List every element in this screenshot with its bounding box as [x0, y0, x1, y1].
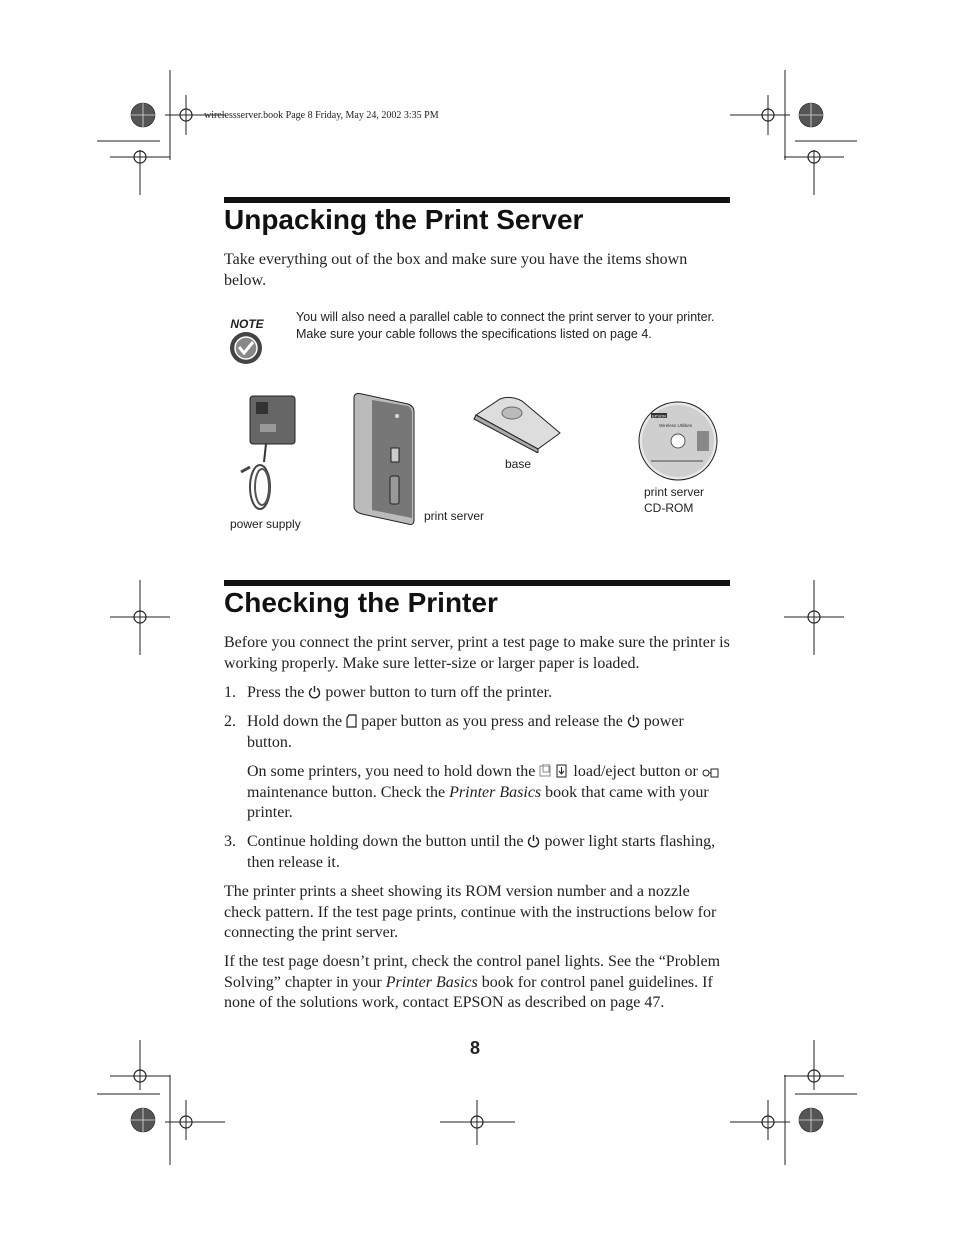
cd-product: Wireless Utilities [659, 423, 693, 428]
unpacking-intro [224, 250, 730, 291]
troubleshoot-part: book for control panel guidelines. If none of the solutions work, contact EPSON as described on page 47. [224, 973, 713, 1011]
troubleshoot-paragraph-text [224, 952, 730, 1014]
section-title-unpacking: Unpacking the Print Server [224, 204, 584, 235]
step-text-part: Press the [247, 684, 305, 701]
power-supply-image [238, 392, 300, 517]
note-badge-label: NOTE [230, 317, 264, 331]
power-icon [308, 685, 321, 699]
checking-intro [224, 633, 730, 674]
step-note-part: book that came with your printer. [247, 783, 709, 821]
result-paragraph [224, 882, 730, 944]
step-text [247, 683, 730, 704]
power-icon [527, 834, 540, 848]
load-eject-icon [539, 764, 569, 778]
caption-base: base [505, 457, 532, 471]
cd-brand: EPSON [652, 413, 667, 419]
header-slug: wirelessserver.book Page 8 Friday, May 24, 2002 3:35 PM [204, 110, 439, 121]
step-text-part: power button to turn off the printer. [325, 684, 553, 701]
troubleshoot-part: If the test page doesn’t print, check the control panel lights. See the “Problem Solving” chapter in your [224, 953, 721, 991]
section-title-checking: Checking the Printer [224, 587, 498, 618]
note-badge [222, 313, 272, 369]
maintenance-icon [702, 766, 720, 778]
caption-cdrom-line1: print server [644, 485, 705, 499]
section-rule [224, 197, 730, 203]
note-icon [222, 313, 272, 369]
caption-power-supply: power supply [230, 517, 301, 531]
step-text-part: Hold down the [247, 713, 343, 730]
note-text: You will also need a parallel cable to connect the print server to your printer. Make sure your cable follows the specifications listed on page 4. [296, 310, 715, 341]
step-text [247, 832, 730, 873]
step-text-part: power light starts flashing, then release it. [247, 833, 716, 871]
print-server-image [350, 392, 416, 528]
step-note-part: maintenance button. Check the [247, 783, 446, 801]
power-icon [627, 714, 640, 728]
step-number: 1. [224, 684, 236, 701]
checking-intro-text: Before you connect the print server, print a test page to make sure the printer is working properly. Make sure letter-size or larger paper is loaded. [224, 634, 730, 672]
step-number: 3. [224, 833, 236, 850]
caption-cdrom-line2: CD-ROM [644, 501, 694, 515]
step-note-part: On some printers, you need to hold down the [247, 763, 536, 780]
troubleshoot-paragraph [224, 952, 730, 1014]
step-note-text [247, 762, 730, 824]
step-text [247, 712, 730, 753]
step-number: 2. [224, 713, 236, 730]
caption-cdrom [644, 484, 704, 516]
section-rule [224, 580, 730, 586]
base-image [470, 393, 564, 453]
page-number: 8 [470, 1038, 481, 1058]
caption-print-server: print server [424, 509, 485, 523]
troubleshoot-italic: Printer Basics [385, 973, 478, 991]
result-paragraph-text: The printer prints a sheet showing its ROM version number and a nozzle check pattern. If the test page prints, continue with the instructions below for connecting the print server. [224, 883, 717, 941]
step-text-part: power button. [247, 713, 684, 751]
step-note-part: load/eject button or [573, 763, 698, 780]
step-text-part: Continue holding down the button until the [247, 833, 524, 850]
step-note-italic: Printer Basics [449, 783, 542, 801]
paper-icon [346, 714, 357, 728]
unpacking-intro-text: Take everything out of the box and make sure you have the items shown below. [224, 251, 688, 289]
cdrom-image [637, 401, 719, 481]
step-text-part: paper button as you press and release the [361, 713, 623, 730]
